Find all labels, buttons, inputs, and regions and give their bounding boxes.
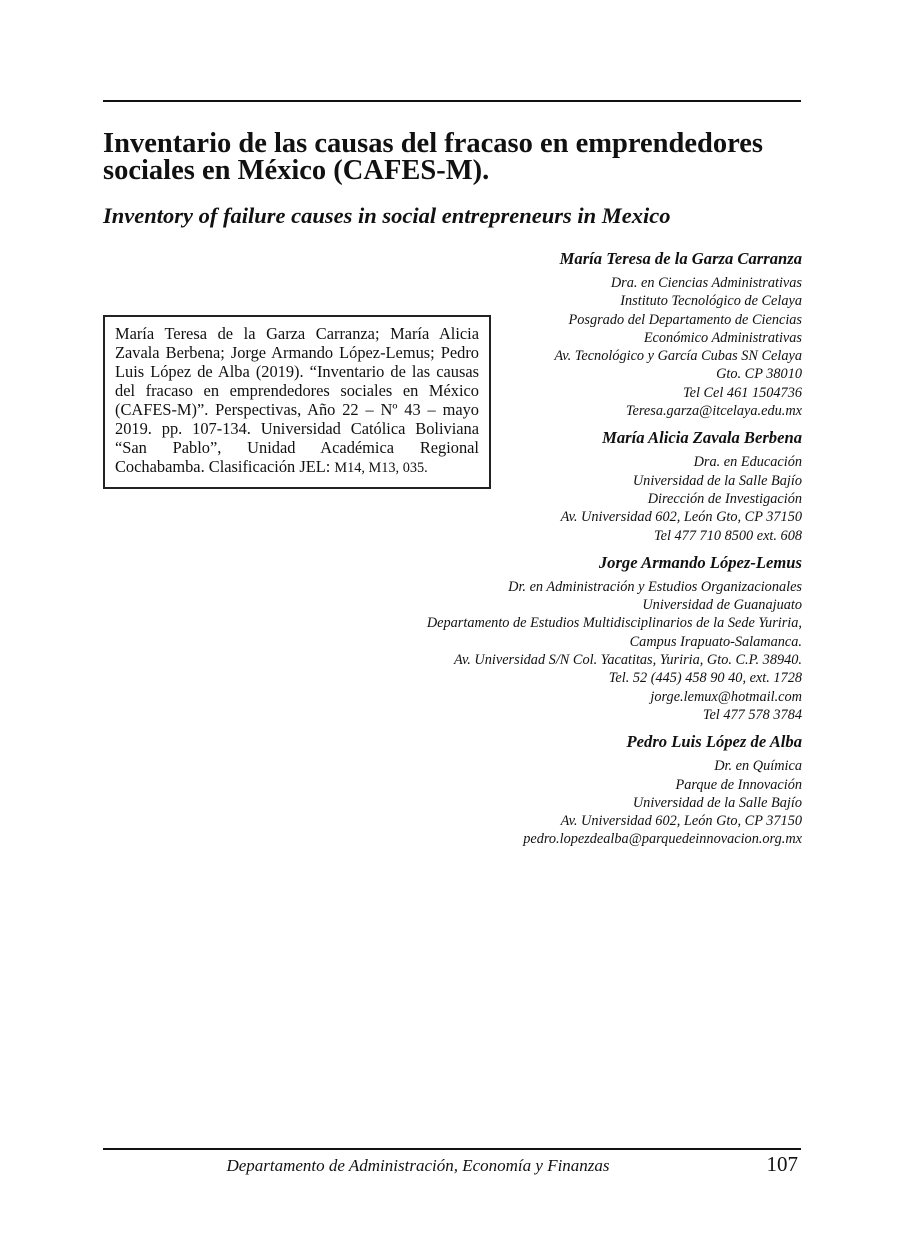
- article-title: Inventario de las causas del fracaso en emprendedores sociales en México (CAFES-M).: [103, 128, 763, 186]
- author-address: Av. Tecnológico y García Cubas SN Celaya: [554, 348, 802, 365]
- author-email: jorge.lemux@hotmail.com: [650, 688, 802, 705]
- author-email: Teresa.garza@itcelaya.edu.mx: [625, 403, 802, 420]
- author-degree: Dr. en Administración y Estudios Organizacionales: [508, 578, 802, 595]
- author-block: [342, 553, 802, 724]
- author-phone: Tel 477 710 8500 ext. 608: [654, 527, 802, 544]
- author-name: Pedro Luis López de Alba: [626, 732, 802, 752]
- author-department: Posgrado del Departamento de Ciencias: [568, 311, 802, 328]
- author-address: Av. Universidad S/N Col. Yacatitas, Yuriria, Gto. C.P. 38940.: [454, 652, 802, 669]
- author-institution: Universidad de Guanajuato: [642, 597, 802, 614]
- author-degree: Dra. en Ciencias Administrativas: [610, 275, 802, 291]
- author-block: [342, 428, 802, 544]
- citation-text: María Teresa de la Garza Carranza; María Alicia Zavala Berbena; Jorge Armando López-Lemus; Pedro Luis López de Alba (2019). “Inventario de las causas del fracaso en emprendedores sociales en México (CAFES-M)”. Perspectivas, Año 22 – Nº 43 – mayo 2019. pp. 107-134. Universidad Católica Boliviana “San Pablo”, Unidad Académica Regional Cochabamba. Clasificación JEL:: [115, 324, 479, 476]
- author-institution: Parque de Innovación: [675, 776, 802, 793]
- author-block: [342, 249, 802, 420]
- author-department: Dirección de Investigación: [647, 490, 802, 507]
- author-affiliations: [342, 249, 802, 857]
- top-rule: [103, 100, 801, 102]
- page-number: 107: [766, 1152, 798, 1176]
- author-phone: Tel. 52 (445) 458 90 40, ext. 1728: [608, 670, 802, 687]
- author-name: María Teresa de la Garza Carranza: [559, 249, 802, 268]
- author-name: María Alicia Zavala Berbena: [602, 428, 802, 448]
- author-department: Económico Administrativas: [643, 329, 802, 346]
- footer-department-text: Departamento de Administración, Economía y Finanzas: [226, 1156, 610, 1175]
- author-campus: Campus Irapuato-Salamanca.: [629, 633, 802, 650]
- author-address: Av. Universidad 602, León Gto, CP 37150: [560, 509, 802, 526]
- author-block: [342, 732, 802, 848]
- author-address: Gto. CP 38010: [716, 366, 802, 383]
- author-degree: Dra. en Educación: [693, 454, 802, 471]
- author-phone: Tel Cel 461 1504736: [682, 384, 802, 401]
- author-institution: Universidad de la Salle Bajío: [632, 794, 802, 811]
- footer-rule: [103, 1148, 801, 1150]
- article-subtitle-english: Inventory of failure causes in social entrepreneurs in Mexico: [103, 203, 671, 228]
- author-department: Departamento de Estudios Multidisciplinarios de la Sede Yuriria,: [426, 615, 802, 632]
- author-institution: Universidad de la Salle Bajío: [632, 472, 802, 489]
- author-institution: Instituto Tecnológico de Celaya: [620, 293, 802, 310]
- author-address: Av. Universidad 602, León Gto, CP 37150: [560, 813, 802, 830]
- author-degree: Dr. en Química: [714, 758, 802, 775]
- jel-codes: M14, M13, 035.: [334, 460, 428, 476]
- author-phone: Tel 477 578 3784: [702, 706, 802, 723]
- author-email: pedro.lopezdealba@parquedeinnovacion.org.mx: [523, 831, 802, 848]
- author-name: Jorge Armando López-Lemus: [598, 552, 802, 572]
